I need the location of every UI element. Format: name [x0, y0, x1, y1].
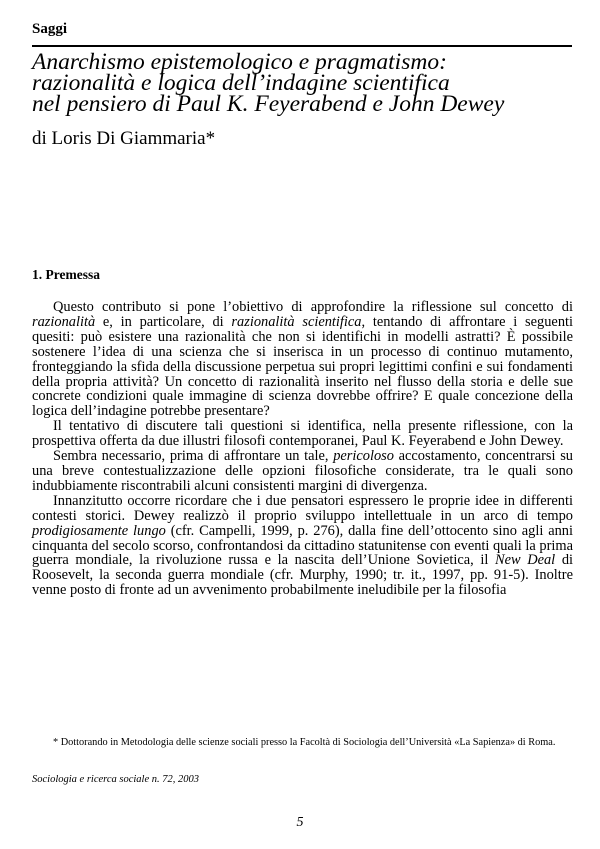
paragraph: Il tentativo di discutere tali questioni si identifica, nella presente riflessione, con la prospettiva offerta da due illustri filosofi contemporanei, Paul K. Feyerabend e John Dewey.: [32, 418, 573, 450]
title-line: razionalità e logica dell’indagine scientifica: [32, 70, 450, 96]
text-run: di Roosevelt, la seconda guerra mondiale (cfr. Murphy, 1990; tr. it., 1997, pp. 91-5). Inoltre venne posto di fronte ad un avvenimento probabilmente ineludibile per la filosofia: [32, 552, 574, 599]
text-run: , tentando di affrontare i seguenti quesiti: può esistere una razionalità che non si identifichi in modelli astratti? È possibile sostenere l’idea di una scienza che si inserisca in un processo di continuo mutamento, fronteggiando la sfida della discussione perpetua sui propri legittimi confini e sui fondamenti della propria attività? Un concetto di razionalità inserito nel flusso della storia e delle sue concrete condizioni quale immagine di scienza dovrebbe offrire? E quale concezione della logica dell’indagine potrebbe presentare?: [32, 313, 574, 420]
emphasis: pericoloso: [333, 448, 394, 465]
section-heading: 1. Premessa: [32, 267, 100, 282]
paragraph: [32, 494, 573, 598]
text-run: Questo contributo si pone l’obiettivo di approfondire la riflessione sul concetto di: [53, 299, 573, 315]
author-byline: di Loris Di Giammaria*: [32, 128, 216, 149]
emphasis: prodigiosamente lungo: [32, 522, 166, 539]
footnote-text: * Dottorando in Metodologia delle scienze sociali presso la Facoltà di Sociologia dell’Università «La Sapienza» di Roma.: [53, 737, 556, 748]
journal-citation: Sociologia e ricerca sociale n. 72, 2003: [32, 774, 199, 785]
paragraph: [32, 300, 573, 419]
emphasis: New Deal: [494, 552, 556, 569]
article-title: [32, 49, 577, 117]
footnote: [32, 737, 573, 750]
text-run: (cfr. Campelli, 1999, p. 276), dalla fine dell’ottocento sino agli anni cinquanta del secolo scorso, confrontandosi da cittadino statunitense con eventi quali la prima guerra mondiale, la rivoluzione russa e la nascita dell’Unione Sovietica, il: [32, 522, 573, 569]
section-label: Saggi: [32, 21, 68, 37]
title-line: Anarchismo epistemologico e pragmatismo:: [32, 49, 447, 75]
text-run: accostamento, concentrarsi su una breve contestualizzazione delle opzioni filosofiche considerate, tra le quali sono indubbiamente riscontrabili alcuni consistenti margini di divergenza.: [32, 448, 573, 494]
text-run: Innanzitutto occorre ricordare che i due pensatori espressero le proprie idee in differenti contesti storici. Dewey realizzò il proprio sviluppo intellettuale in un arco di tempo: [32, 492, 573, 524]
paragraph: [32, 449, 573, 494]
emphasis: razionalità scientifica: [231, 313, 362, 330]
title-line: nel pensiero di Paul K. Feyerabend e John Dewey: [32, 91, 505, 117]
header-rule: [32, 45, 572, 47]
page-number: 5: [296, 815, 304, 830]
emphasis: razionalità: [32, 313, 96, 330]
article-body: [32, 300, 573, 598]
text-run: e, in particolare, di: [95, 313, 232, 330]
text-run: Sembra necessario, prima di affrontare un tale,: [53, 448, 334, 465]
